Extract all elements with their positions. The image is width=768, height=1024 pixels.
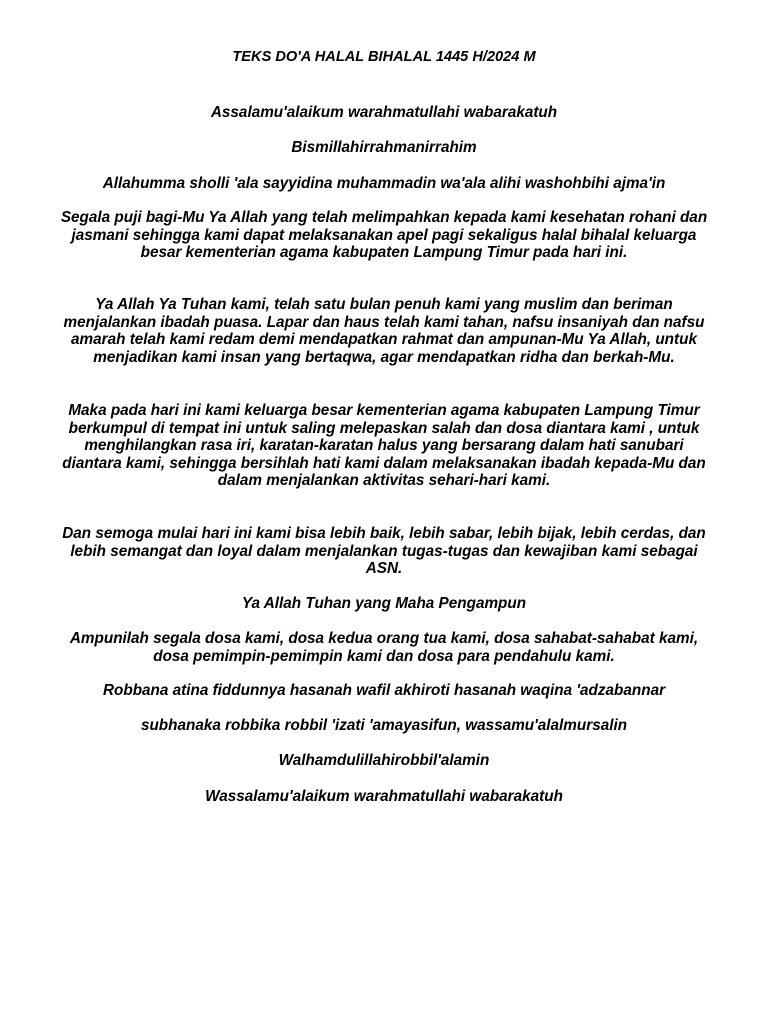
gathering-paragraph: Maka pada hari ini kami keluarga besar kementerian agama kabupaten Lampung Timur berkumpul di tempat ini untuk saling melepaskan salah dan dosa diantara kami , untuk menghilangkan rasa iri, karatan-karatan halus yang bersarang dalam hati sanubari diantara kami, sehingga bersihlah hati kami dalam melaksanakan ibadah kepada-Mu dan dalam menjalankan aktivitas sehari-hari kami.: [62, 402, 706, 489]
hope-paragraph: Dan semoga mulai hari ini kami bisa lebih baik, lebih sabar, lebih bijak, lebih cerdas, dan lebih semangat dan loyal dalam menjalankan tugas-tugas dan kewajiban kami sebagai ASN.: [62, 525, 706, 577]
ramadan-paragraph: Ya Allah Ya Tuhan kami, telah satu bulan penuh kami yang muslim dan beriman menjalankan ibadah puasa. Lapar dan haus telah kami tahan, nafsu insaniyah dan nafsu amarah telah kami redam demi mendapatkan rahmat dan ampunan-Mu Ya Allah, untuk menjadikan kami insan yang bertaqwa, agar mendapatkan ridha dan berkah-Mu.: [63, 296, 705, 366]
robbana-line: Robbana atina fiddunnya hasanah wafil akhiroti hasanah waqina 'adzabannar: [102, 682, 666, 699]
basmalah-line: Bismillahirrahmanirrahim: [291, 139, 477, 156]
subhanaka-line: subhanaka robbika robbil 'izati 'amayasifun, wassamu'alalmursalin: [140, 717, 628, 734]
invocation-line: Ya Allah Tuhan yang Maha Pengampun: [241, 595, 527, 612]
forgiveness-paragraph: Ampunilah segala dosa kami, dosa kedua orang tua kami, dosa sahabat-sahabat kami, dosa pemimpin-pemimpin kami dan dosa para pendahulu kami.: [69, 630, 699, 665]
document-title: TEKS DO'A HALAL BIHALAL 1445 H/2024 M: [232, 49, 536, 65]
sholawat-line: Allahumma sholli 'ala sayyidina muhammadin wa'ala alihi washohbihi ajma'in: [102, 175, 666, 192]
opening-greeting: Assalamu'alaikum warahmatullahi wabarakatuh: [210, 104, 558, 121]
closing-greeting: Wassalamu'alaikum warahmatullahi wabarakatuh: [205, 788, 563, 805]
hamdalah-line: Walhamdulillahirobbil'alamin: [278, 752, 490, 769]
praise-paragraph: Segala puji bagi-Mu Ya Allah yang telah melimpahkan kepada kami kesehatan rohani dan jasmani sehingga kami dapat melaksanakan apel pagi sekaligus halal bihalal keluarga besar kementerian agama kabupaten Lampung Timur pada hari ini.: [60, 209, 708, 261]
